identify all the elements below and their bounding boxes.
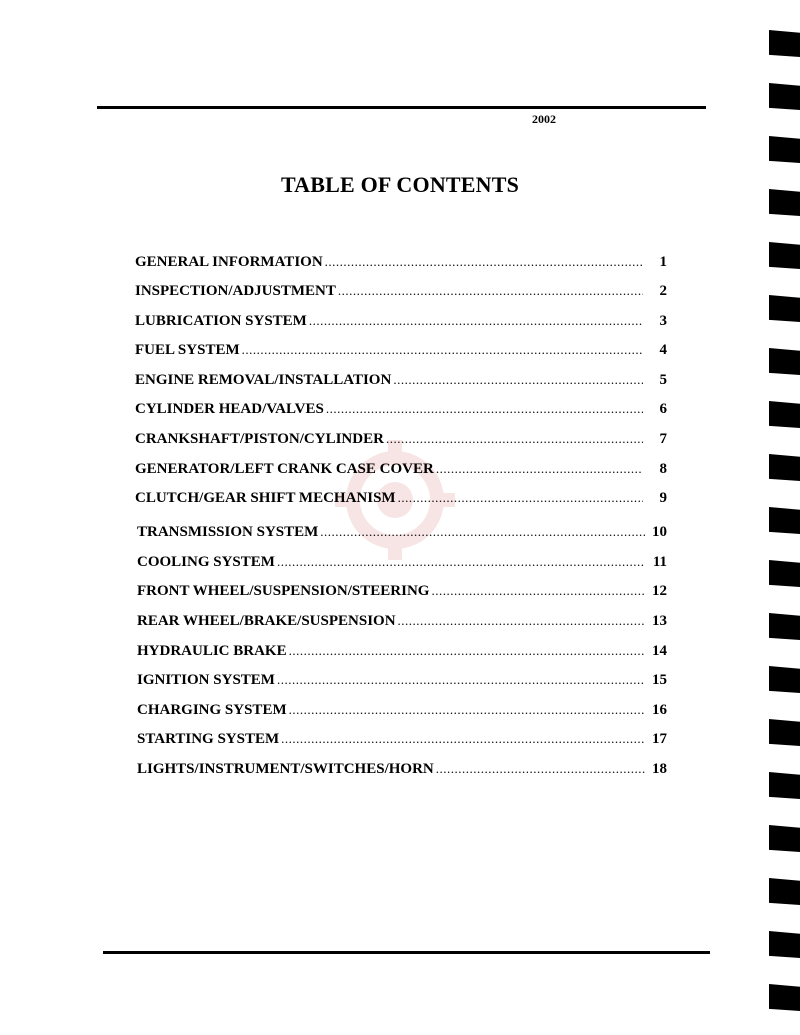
- section-tab-icon[interactable]: [769, 454, 800, 481]
- toc-label: LIGHTS/INSTRUMENT/SWITCHES/HORN: [137, 761, 434, 777]
- toc-row-charging-system[interactable]: [137, 702, 667, 722]
- toc-label: HYDRAULIC BRAKE: [137, 643, 287, 659]
- toc-label: FRONT WHEEL/SUSPENSION/STEERING: [137, 583, 430, 599]
- section-tab-icon[interactable]: [769, 83, 800, 110]
- toc-row-general-information[interactable]: [135, 254, 667, 274]
- toc-page-number: 17: [652, 731, 667, 747]
- section-tab-icon[interactable]: [769, 295, 800, 322]
- toc-row-clutch-gear-shift-mechanism[interactable]: [135, 490, 667, 510]
- toc-page-number: 6: [659, 401, 667, 417]
- section-tab-icon[interactable]: [769, 719, 800, 746]
- bottom-rule: [103, 951, 710, 954]
- dot-leader: [289, 702, 645, 718]
- toc-page-number: 9: [659, 490, 667, 506]
- dot-leader: [309, 313, 643, 329]
- toc-page-number: 10: [652, 524, 667, 540]
- toc-row-rear-wheel-brake-suspension[interactable]: [137, 613, 667, 633]
- toc-row-fuel-system[interactable]: [135, 342, 667, 362]
- section-tab-icon[interactable]: [769, 189, 800, 216]
- section-tab-icon[interactable]: [769, 560, 800, 587]
- toc-label: REAR WHEEL/BRAKE/SUSPENSION: [137, 613, 396, 629]
- dot-leader: [289, 643, 645, 659]
- toc-label: INSPECTION/ADJUSTMENT: [135, 283, 336, 299]
- toc-row-ignition-system[interactable]: [137, 672, 667, 692]
- dot-leader: [277, 554, 645, 570]
- toc-label: CRANKSHAFT/PISTON/CYLINDER: [135, 431, 384, 447]
- section-tab-icon[interactable]: [769, 348, 800, 375]
- document-year: 2002: [532, 112, 556, 126]
- toc-row-lights-instrument-switches-horn[interactable]: [137, 761, 667, 781]
- toc-label: LUBRICATION SYSTEM: [135, 313, 307, 329]
- toc-label: STARTING SYSTEM: [137, 731, 280, 747]
- dot-leader: [242, 342, 643, 358]
- dot-leader: [393, 372, 643, 388]
- section-tab-icon[interactable]: [769, 666, 800, 693]
- dot-leader: [431, 583, 645, 599]
- dot-leader: [281, 731, 645, 747]
- toc-label: COOLING SYSTEM: [137, 554, 275, 570]
- toc-page-number: 15: [652, 672, 667, 688]
- dot-leader: [320, 524, 645, 540]
- dot-leader: [386, 431, 643, 447]
- section-tab-icon[interactable]: [769, 613, 800, 640]
- toc-row-starting-system[interactable]: [137, 731, 667, 751]
- toc-page-number: 11: [652, 554, 667, 570]
- toc-row-inspection-adjustment[interactable]: [135, 283, 667, 303]
- dot-leader: [436, 761, 645, 777]
- toc-label: GENERATOR/LEFT CRANK CASE COVER: [135, 461, 434, 477]
- section-tab-strip: [769, 0, 800, 1035]
- toc-row-cooling-system[interactable]: [137, 554, 667, 574]
- toc-page-number: 14: [652, 643, 667, 659]
- toc-row-hydraulic-brake[interactable]: [137, 643, 667, 663]
- toc-page-number: 4: [659, 342, 667, 358]
- section-tab-icon[interactable]: [769, 242, 800, 269]
- top-rule: [97, 106, 706, 109]
- section-tab-icon[interactable]: [769, 136, 800, 163]
- section-tab-icon[interactable]: [769, 507, 800, 534]
- section-tab-icon[interactable]: [769, 825, 800, 852]
- toc-page-number: 5: [659, 372, 667, 388]
- toc-page-number: 12: [652, 583, 667, 599]
- toc-page-number: 7: [659, 431, 667, 447]
- section-tab-icon[interactable]: [769, 401, 800, 428]
- toc-label: TRANSMISSION SYSTEM: [137, 524, 319, 540]
- toc-page-number: 18: [652, 761, 667, 777]
- section-tab-icon[interactable]: [769, 772, 800, 799]
- toc-label: CYLINDER HEAD/VALVES: [135, 401, 324, 417]
- toc-page-number: 1: [659, 254, 667, 270]
- section-tab-icon[interactable]: [769, 878, 800, 905]
- dot-leader: [277, 672, 645, 688]
- toc-row-transmission-system[interactable]: [137, 524, 667, 544]
- toc-label: CHARGING SYSTEM: [137, 702, 287, 718]
- toc-row-front-wheel-suspension-steering[interactable]: [137, 583, 667, 603]
- toc-row-engine-removal-installation[interactable]: [135, 372, 667, 392]
- section-tab-icon[interactable]: [769, 931, 800, 958]
- dot-leader: [398, 613, 645, 629]
- section-tab-icon[interactable]: [769, 30, 800, 57]
- toc-page-number: 3: [659, 313, 667, 329]
- toc-label: GENERAL INFORMATION: [135, 254, 323, 270]
- toc-page-number: 8: [659, 461, 667, 477]
- dot-leader: [398, 490, 643, 506]
- toc-row-cylinder-head-valves[interactable]: [135, 401, 667, 421]
- toc-label: ENGINE REMOVAL/INSTALLATION: [135, 372, 392, 388]
- toc-row-crankshaft-piston-cylinder[interactable]: [135, 431, 667, 451]
- dot-leader: [338, 283, 643, 299]
- dot-leader: [326, 401, 643, 417]
- toc-row-generator-left-crank-case-cover[interactable]: [135, 461, 667, 481]
- toc-page-number: 13: [652, 613, 667, 629]
- dot-leader: [436, 461, 643, 477]
- toc-page-number: 2: [659, 283, 667, 299]
- section-tab-icon[interactable]: [769, 984, 800, 1011]
- toc-label: IGNITION SYSTEM: [137, 672, 275, 688]
- toc-label: CLUTCH/GEAR SHIFT MECHANISM: [135, 490, 396, 506]
- dot-leader: [325, 254, 643, 270]
- toc-row-lubrication-system[interactable]: [135, 313, 667, 333]
- page-title: TABLE OF CONTENTS: [280, 172, 520, 197]
- toc-label: FUEL SYSTEM: [135, 342, 240, 358]
- toc-page-number: 16: [652, 702, 667, 718]
